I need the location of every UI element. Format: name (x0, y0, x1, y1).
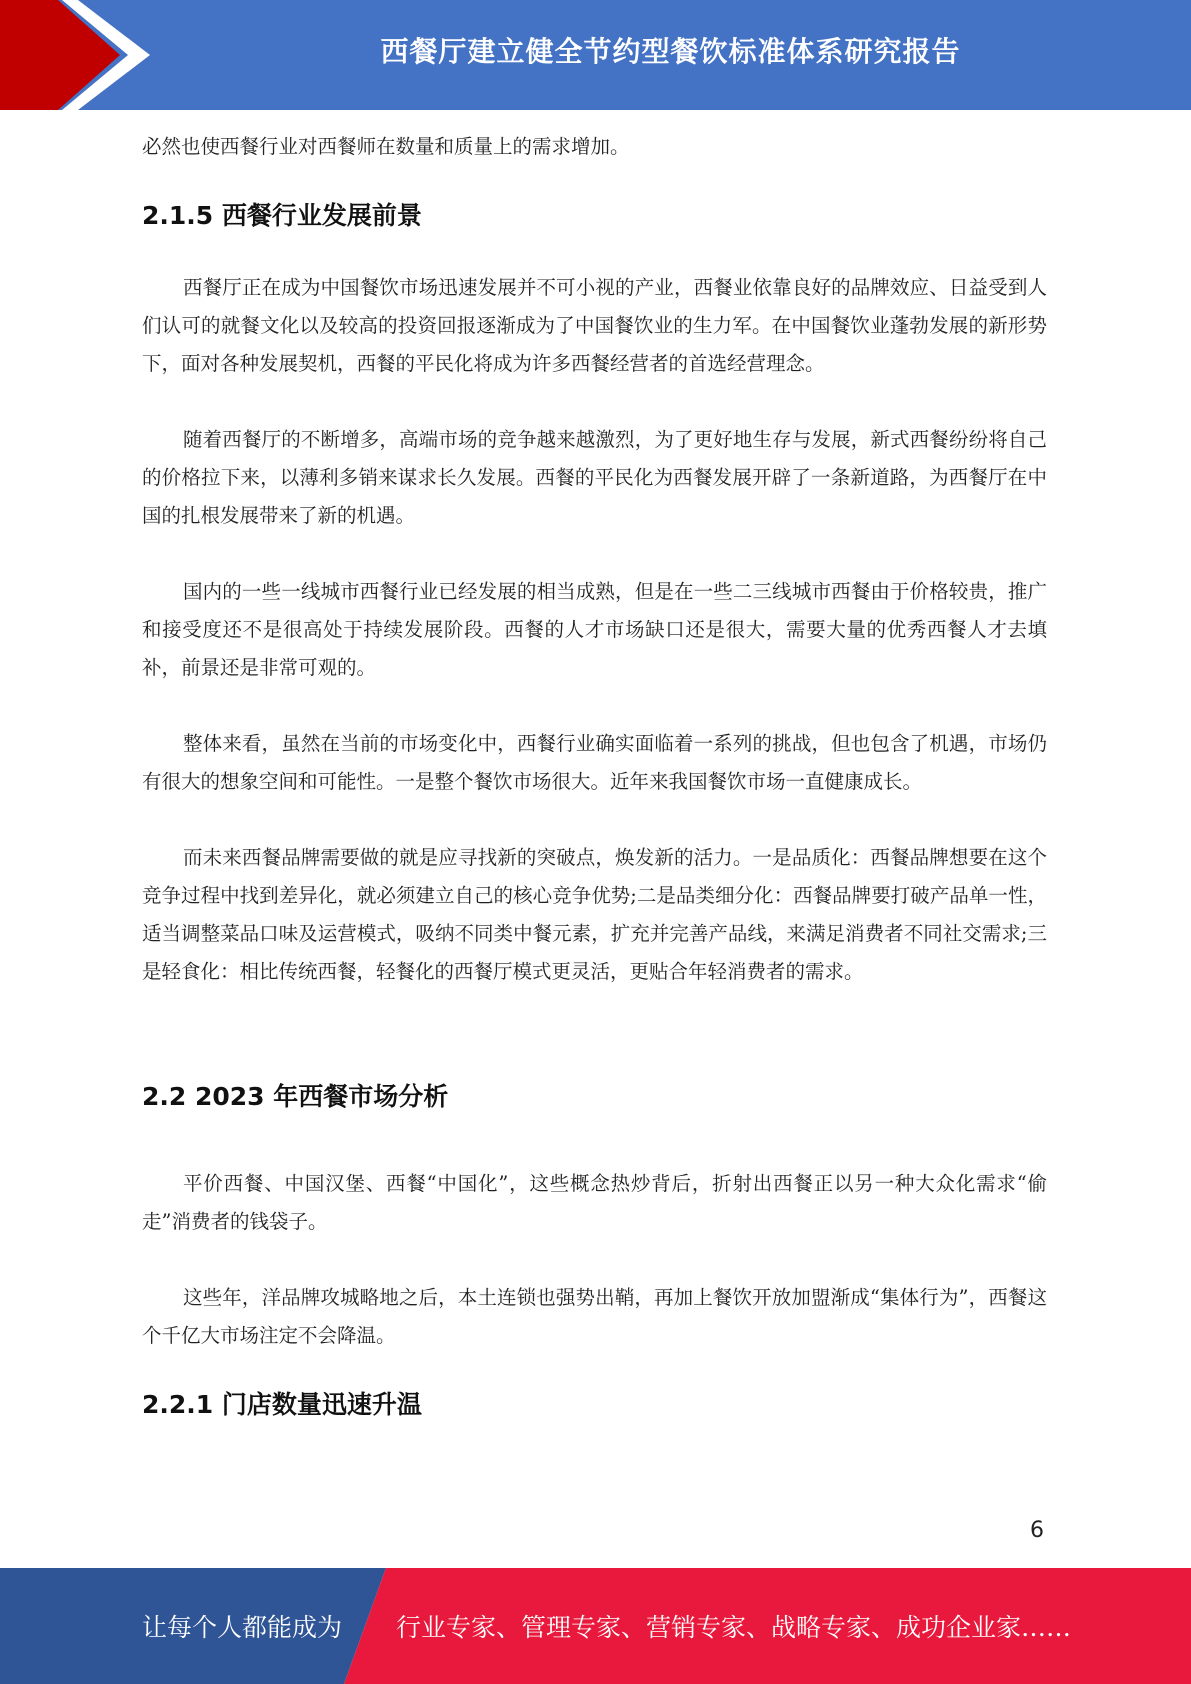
paragraph: 平价西餐、中国汉堡、西餐“中国化”，这些概念热炒背后，折射出西餐正以另一种大众化需求“偷走”消费者的钱袋子。 (142, 1172, 1047, 1233)
section-heading-2-2-1: 2.2.1 门店数量迅速升温 (142, 1390, 422, 1419)
section-heading-2-2: 2.2 2023 年西餐市场分析 (142, 1082, 449, 1111)
page-header (0, 0, 1191, 110)
paragraph: 随着西餐厅的不断增多，高端市场的竞争越来越激烈，为了更好地生存与发展，新式西餐纷纷将自己的价格拉下来，以薄利多销来谋求长久发展。西餐的平民化为西餐发展开辟了一条新道路，为西餐厅在中国的扎根发展带来了新的机遇。 (142, 428, 1047, 527)
paragraph: 这些年，洋品牌攻城略地之后，本土连锁也强势出鞘，再加上餐饮开放加盟渐成“集体行为”，西餐这个千亿大市场注定不会降温。 (142, 1286, 1047, 1347)
section-heading-2-1-5: 2.1.5 西餐行业发展前景 (142, 201, 422, 230)
page-footer (0, 1568, 1191, 1684)
paragraph: 西餐厅正在成为中国餐饮市场迅速发展并不可小视的产业，西餐业依靠良好的品牌效应、日益受到人们认可的就餐文化以及较高的投资回报逐渐成为了中国餐饮业的生力军。在中国餐饮业蓬勃发展的新形势下，面对各种发展契机，西餐的平民化将成为许多西餐经营者的首选经营理念。 (142, 276, 1047, 375)
footer-slogan-right: 行业专家、管理专家、营销专家、战略专家、成功企业家…… (396, 1613, 1072, 1642)
paragraph: 而未来西餐品牌需要做的就是应寻找新的突破点，焕发新的活力。一是品质化：西餐品牌想要在这个竞争过程中找到差异化，就必须建立自己的核心竞争优势;二是品类细分化：西餐品牌要打破产品单一性，适当调整菜品口味及运营模式，吸纳不同类中餐元素，扩充并完善产品线，来满足消费者不同社交需求;三是轻食化：相比传统西餐，轻餐化的西餐厅模式更灵活，更贴合年轻消费者的需求。 (142, 846, 1047, 983)
paragraph: 国内的一些一线城市西餐行业已经发展的相当成熟，但是在一些二三线城市西餐由于价格较贵，推广和接受度还不是很高处于持续发展阶段。西餐的人才市场缺口还是很大，需要大量的优秀西餐人才去填补，前景还是非常可观的。 (142, 580, 1047, 679)
header-title: 西餐厅建立健全节约型餐饮标准体系研究报告 (380, 35, 961, 68)
paragraph: 必然也使西餐行业对西餐师在数量和质量上的需求增加。 (142, 135, 630, 158)
paragraph: 整体来看，虽然在当前的市场变化中，西餐行业确实面临着一系列的挑战，但也包含了机遇，市场仍有很大的想象空间和可能性。一是整个餐饮市场很大。近年来我国餐饮市场一直健康成长。 (142, 732, 1047, 793)
page-number: 6 (1030, 1518, 1044, 1543)
document-body (142, 128, 1047, 1421)
header-arrow-decoration (0, 0, 160, 110)
footer-slogan-left: 让每个人都能成为 (142, 1613, 343, 1642)
